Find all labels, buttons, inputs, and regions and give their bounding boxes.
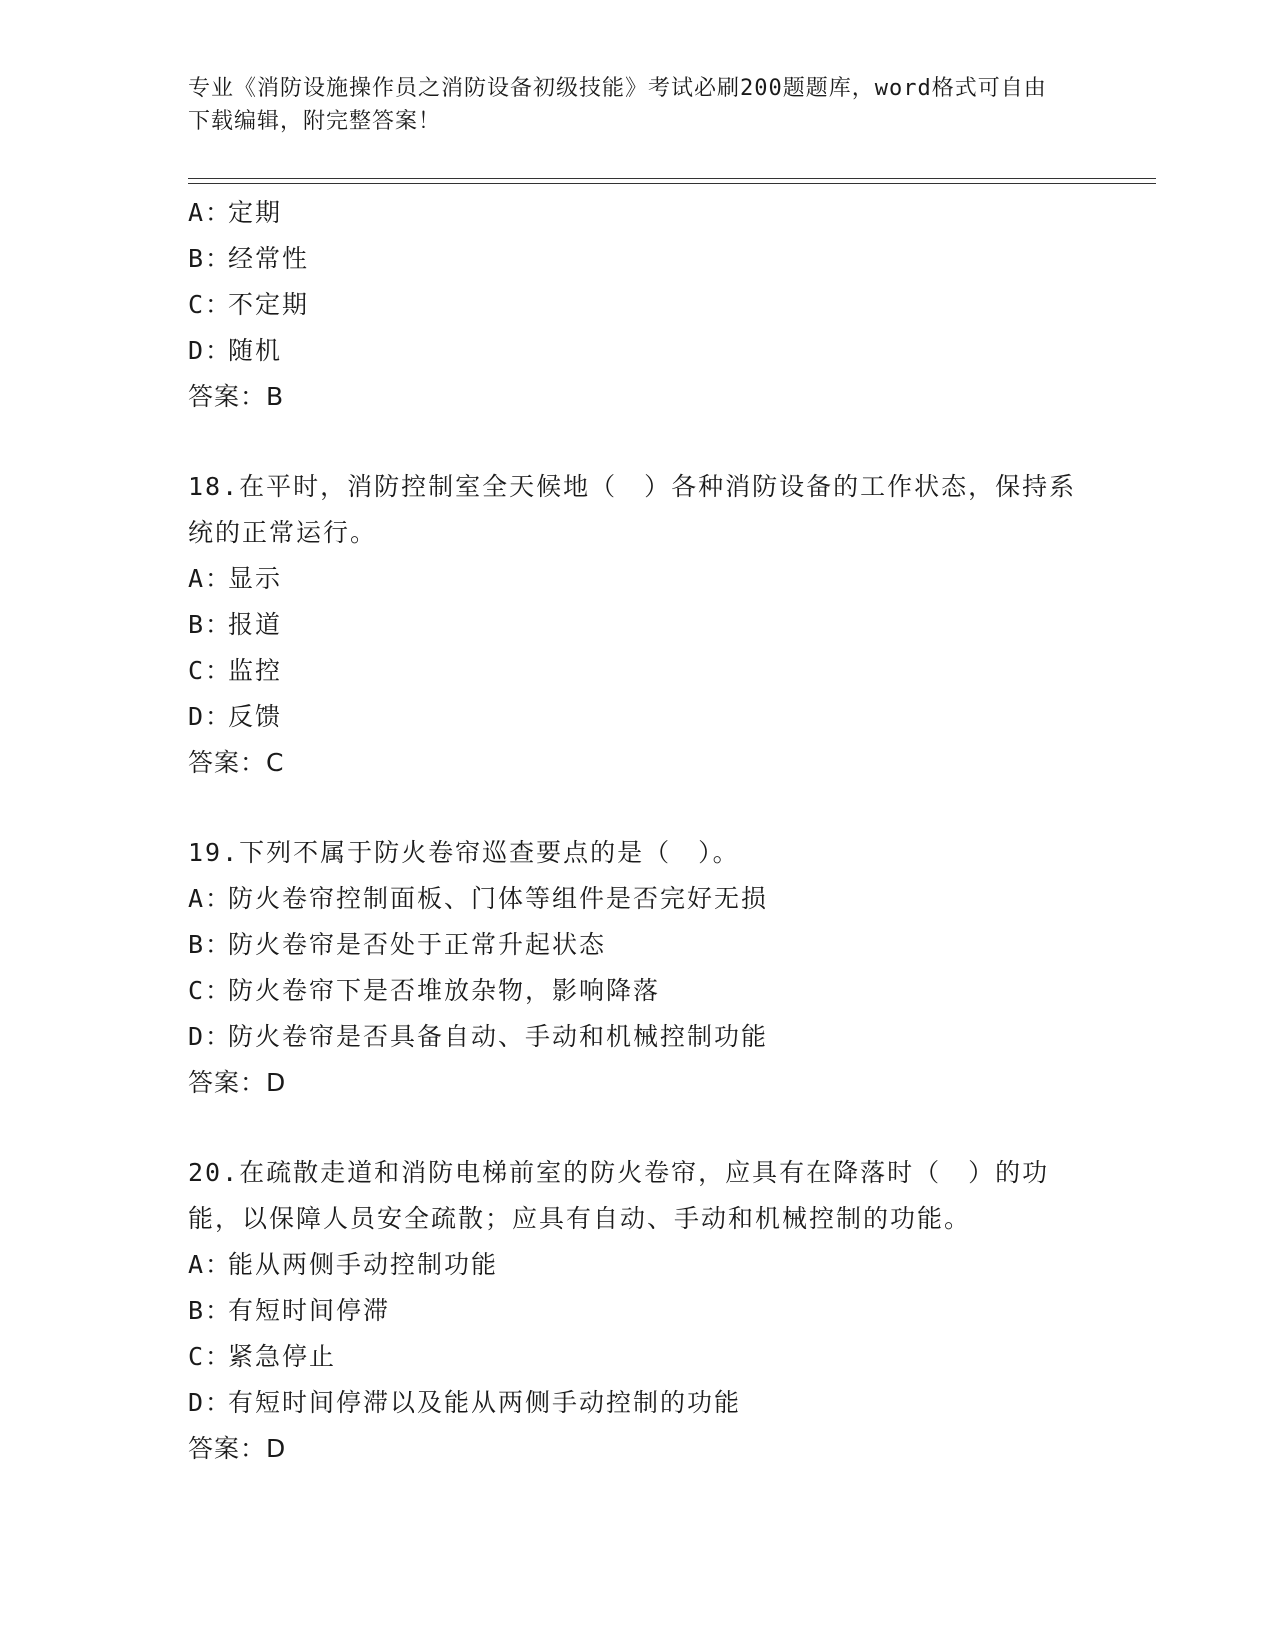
option-text: 有短时间停滞以及能从两侧手动控制的功能: [228, 1388, 742, 1417]
option-key: A：: [188, 198, 233, 227]
option-a: [188, 190, 1088, 236]
option-b: [188, 1288, 1088, 1334]
option-key: B：: [188, 610, 233, 639]
option-key: D：: [188, 1388, 233, 1417]
option-text: 有短时间停滞: [228, 1296, 391, 1325]
option-c: [188, 648, 1088, 694]
question-stem: 19.下列不属于防火卷帘巡查要点的是（ ）。: [188, 838, 740, 867]
option-key: D：: [188, 1022, 233, 1051]
option-a: [188, 1242, 1088, 1288]
option-a: [188, 556, 1088, 602]
option-key: D：: [188, 702, 233, 731]
option-key: A：: [188, 884, 233, 913]
option-key: C：: [188, 976, 233, 1005]
question-stem: 18.在平时，消防控制室全天候地（ ）各种消防设备的工作状态，保持系统的正常运行。: [188, 472, 1077, 547]
header-divider-top: [188, 178, 1156, 179]
header-divider-bottom: [188, 183, 1156, 184]
option-b: [188, 236, 1088, 282]
option-b: [188, 602, 1088, 648]
question-block-18: [188, 464, 1088, 786]
option-key: B：: [188, 930, 233, 959]
option-text: 能从两侧手动控制功能: [228, 1250, 499, 1279]
option-text: 监控: [228, 656, 283, 685]
option-c: [188, 968, 1088, 1014]
option-text: 紧急停止: [228, 1342, 337, 1371]
question-list: [188, 190, 1088, 1472]
spacer: [188, 420, 1088, 464]
option-key: A：: [188, 1250, 233, 1279]
option-text: 报道: [228, 610, 283, 639]
option-text: 防火卷帘是否具备自动、手动和机械控制功能: [228, 1022, 769, 1051]
option-d: [188, 694, 1088, 740]
option-text: 反馈: [228, 702, 283, 731]
option-text: 随机: [228, 336, 283, 365]
option-text: 防火卷帘控制面板、门体等组件是否完好无损: [228, 884, 769, 913]
option-text: 防火卷帘是否处于正常升起状态: [228, 930, 607, 959]
question-stem: 20.在疏散走道和消防电梯前室的防火卷帘，应具有在降落时（ ）的功能，以保障人员安全疏散；应具有自动、手动和机械控制的功能。: [188, 1158, 1050, 1233]
question-block-20: [188, 1150, 1088, 1472]
option-c: [188, 1334, 1088, 1380]
option-key: C：: [188, 290, 233, 319]
question-block-19: [188, 830, 1088, 1106]
option-text: 定期: [228, 198, 283, 227]
option-key: B：: [188, 1296, 233, 1325]
option-text: 经常性: [228, 244, 310, 273]
option-text: 防火卷帘下是否堆放杂物，影响降落: [228, 976, 661, 1005]
document-header: 专业《消防设施操作员之消防设备初级技能》考试必刷200题题库，word格式可自由下载编辑，附完整答案！: [188, 76, 1047, 134]
answer-line: 答案：D: [188, 1068, 287, 1097]
option-key: C：: [188, 1342, 233, 1371]
option-b: [188, 922, 1088, 968]
question-block-17: [188, 190, 1088, 420]
option-key: C：: [188, 656, 233, 685]
answer-line: 答案：C: [188, 748, 285, 777]
answer-line: 答案：B: [188, 382, 285, 411]
answer-line: 答案：D: [188, 1434, 287, 1463]
option-c: [188, 282, 1088, 328]
option-text: 不定期: [228, 290, 310, 319]
spacer: [188, 786, 1088, 830]
spacer: [188, 1106, 1088, 1150]
option-d: [188, 1380, 1088, 1426]
option-key: D：: [188, 336, 233, 365]
option-d: [188, 328, 1088, 374]
option-text: 显示: [228, 564, 283, 593]
option-d: [188, 1014, 1088, 1060]
option-key: B：: [188, 244, 233, 273]
option-a: [188, 876, 1088, 922]
option-key: A：: [188, 564, 233, 593]
